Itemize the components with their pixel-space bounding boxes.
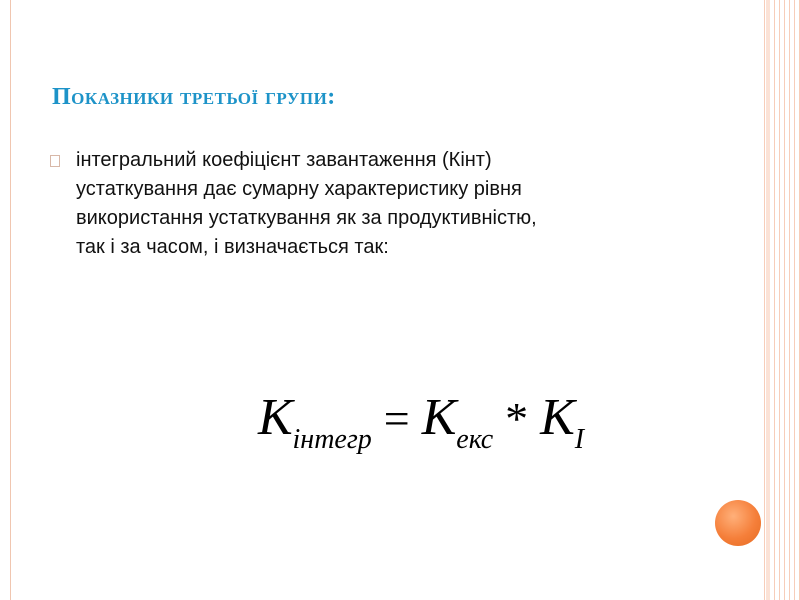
formula-multiply: *: [505, 393, 529, 444]
bullet-item: [50, 146, 670, 262]
bullet-text: інтегральний коефіцієнт завантаження (Кінт) устаткування дає сумарну характеристику рівня використання устаткування як за продуктивністю, так і за часом, і визначається так:: [76, 149, 537, 258]
orange-circle-decoration: [715, 500, 761, 546]
formula-rhs2-subscript: І: [574, 424, 585, 455]
left-border-line: [10, 0, 11, 600]
formula-lhs-symbol: К: [258, 389, 293, 446]
formula-equals: =: [383, 393, 410, 444]
formula-rhs2-symbol: К: [540, 389, 575, 446]
formula-rhs1-subscript: екс: [456, 424, 494, 455]
formula: [258, 388, 678, 468]
slide-title: Показники третьої групи:: [52, 84, 336, 110]
formula-rhs1-symbol: К: [421, 389, 457, 446]
formula-lhs-subscript: інтегр: [292, 424, 372, 455]
square-bullet-icon: [50, 155, 60, 167]
slide-content: [50, 146, 670, 262]
right-decorative-band: [764, 0, 800, 600]
